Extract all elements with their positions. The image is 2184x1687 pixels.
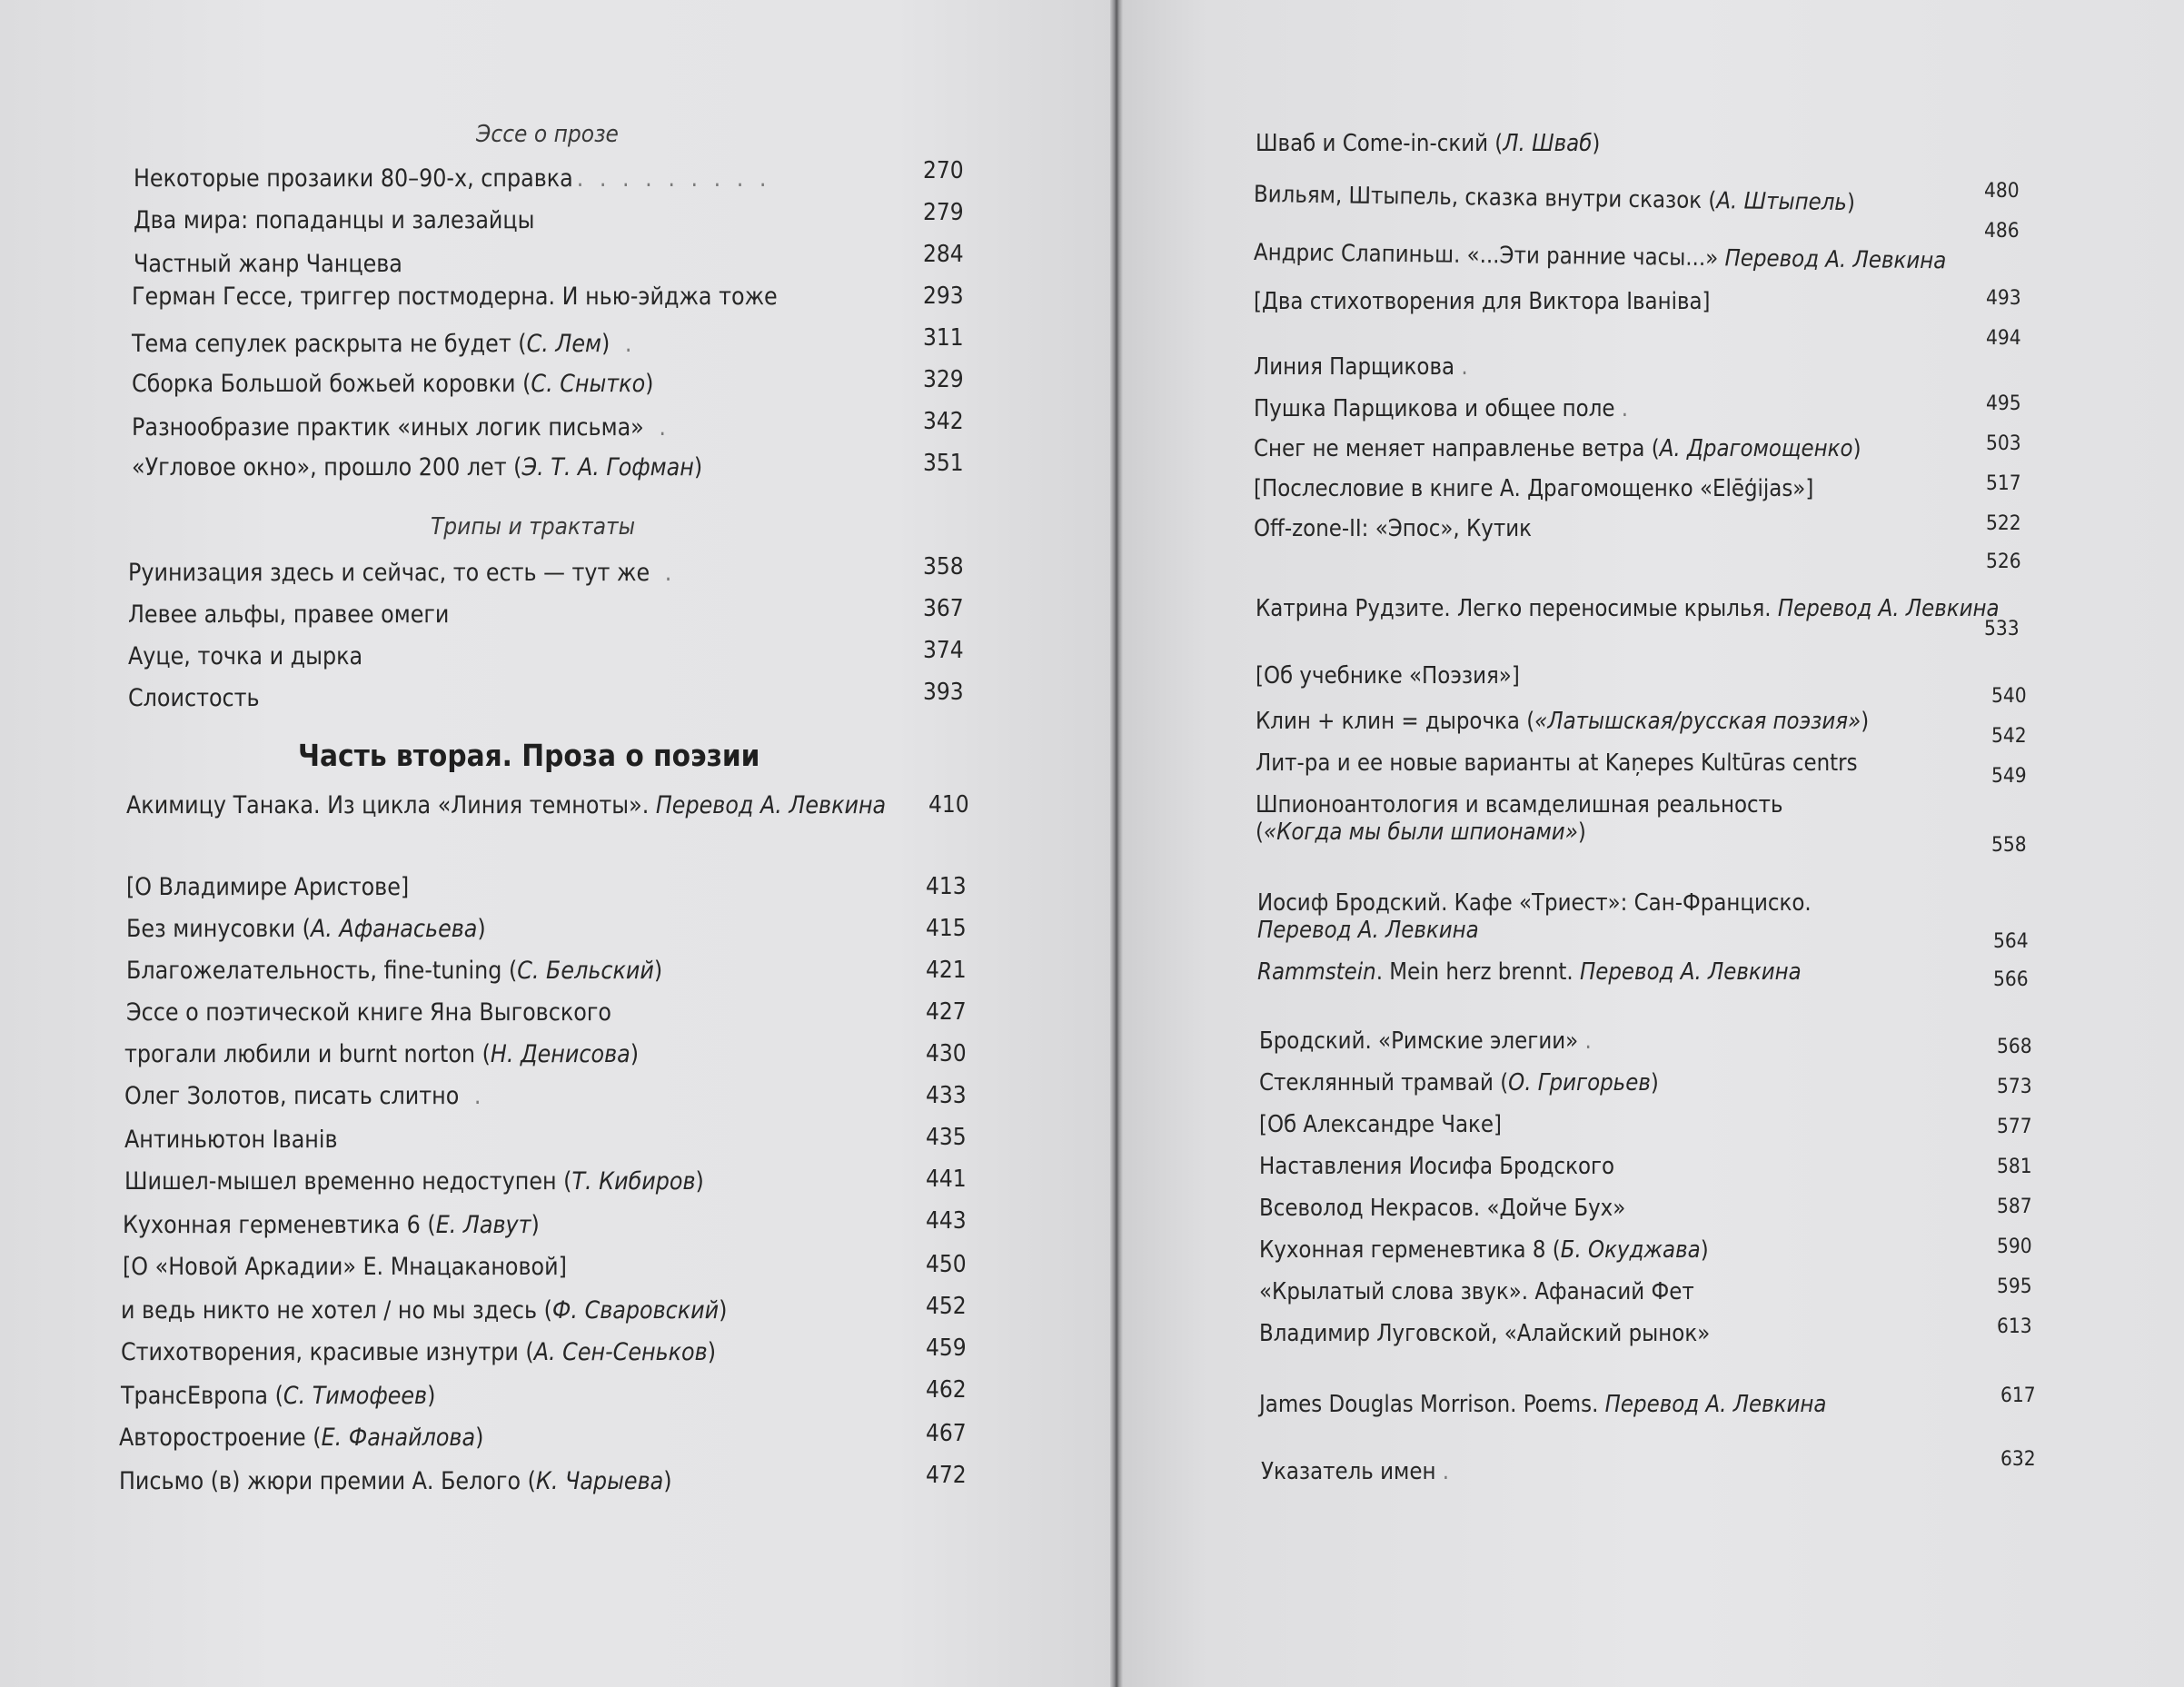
entry-title: Без минусовки ( [126, 915, 311, 943]
part-title: Часть вторая. Проза о поэзии [298, 738, 760, 773]
page-number: 279 [923, 199, 964, 226]
page-number: 435 [926, 1124, 967, 1151]
toc-entry[interactable]: «Угловое окно», прошло 200 лет (Э. Т. А. Гофман) [132, 453, 703, 481]
page-number: 522 [1986, 511, 2021, 535]
page-number: 329 [923, 366, 964, 393]
entry-title: [О Владимире Аристове] [126, 873, 410, 901]
page-number: 284 [923, 241, 964, 268]
toc-entry[interactable]: Лит-ра и ее новые варианты at Kaņepes Kultūras centrs [1256, 749, 1858, 777]
entry-title: Некоторые прозаики 80–90-х, справка [134, 164, 573, 193]
toc-entry[interactable] [128, 643, 362, 670]
page-number: 358 [923, 553, 964, 581]
toc-entry[interactable] [134, 207, 534, 233]
toc-entry[interactable]: Бродский. «Римские элегии» . [1259, 1027, 1592, 1055]
page-number: 472 [926, 1462, 967, 1489]
page-number: 517 [1986, 471, 2021, 495]
toc-entry[interactable]: Письмо (в) жюри премии А. Белого (К. Чарыева) [119, 1467, 672, 1495]
page-number: 587 [1997, 1195, 2032, 1218]
entry-title: Эссе о поэтической книге Яна Выговского [126, 998, 611, 1027]
page-number: 613 [1997, 1315, 2032, 1338]
toc-entry[interactable]: [Послесловие в книге А. Драгомощенко «Elēģijas»] [1254, 475, 1814, 502]
entry-title: Два мира: попаданцы и залезайцы [134, 206, 535, 234]
page-number: 493 [1986, 286, 2021, 310]
toc-entry[interactable]: трогали любили и burnt norton (Н. Денисова) [124, 1040, 640, 1068]
toc-entry[interactable]: Руинизация здесь и сейчас, то есть — тут же . [128, 559, 677, 587]
entry-author: А. Афанасьева [310, 915, 478, 943]
toc-entry[interactable]: Rammstein. Mein herz brennt. Перевод А. Левкина [1257, 958, 1802, 986]
toc-entry[interactable]: Тема сепулек раскрыта не будет (С. Лем) . [132, 330, 637, 358]
entry-title: Авторостроение ( [119, 1424, 322, 1452]
entry-author: Е. Лавут [435, 1211, 531, 1239]
page-number: 443 [926, 1207, 967, 1235]
page-number: 495 [1986, 392, 2021, 415]
toc-entry[interactable]: Кухонная герменевтика 6 (Е. Лавут) [123, 1211, 540, 1239]
page-number: 452 [926, 1293, 967, 1320]
entry-author: С. Бельский [517, 957, 654, 985]
entry-author: С. Лем [526, 330, 601, 358]
entry-title: ТрансЕвропа ( [121, 1382, 283, 1410]
entry-title: Олег Золотов, писать слитно [124, 1082, 460, 1110]
entry-title: Сборка Большой божьей коровки ( [132, 370, 531, 398]
entry-title: трогали любили и burnt norton ( [124, 1040, 491, 1068]
page-number: 427 [926, 998, 967, 1026]
page-number: 459 [926, 1335, 967, 1362]
entry-title: Стихотворения, красивые изнутри ( [121, 1338, 534, 1366]
page-number: 342 [923, 408, 964, 435]
toc-entry[interactable]: Снег не меняет направленье ветра (А. Драгомощенко) [1254, 435, 1861, 462]
entry-title: Акимицу Танака. Из цикла «Линия темноты». [126, 791, 656, 819]
page-number: 367 [923, 595, 964, 622]
toc-entry[interactable] [132, 283, 778, 310]
toc-entry[interactable]: Шваб и Come-in-ский (Л. Шваб) [1256, 130, 1601, 157]
entry-author: Т. Кибиров [571, 1167, 696, 1196]
toc-entry[interactable]: Без минусовки (А. Афанасьева) [126, 915, 486, 943]
toc-entry[interactable]: [Об Александре Чаке] [1259, 1111, 1502, 1138]
entry-author: С. Снытко [531, 370, 646, 398]
entry-author: Э. Т. А. Гофман [521, 453, 694, 481]
page-number: 450 [926, 1251, 967, 1278]
entry-title: Левее альфы, правее омеги [128, 600, 450, 629]
toc-entry[interactable]: Всеволод Некрасов. «Дойче Бух» [1259, 1195, 1626, 1222]
page-number: 564 [1993, 929, 2029, 953]
page-number: 558 [1991, 833, 2027, 857]
entry-title: Слоистость [128, 684, 260, 712]
entry-title: Руинизация здесь и сейчас, то есть — тут же [128, 559, 650, 587]
toc-entry[interactable]: ТрансЕвропа (С. Тимофеев) [121, 1382, 436, 1410]
page-number: 526 [1986, 550, 2021, 573]
page-number: 415 [926, 915, 967, 942]
entry-title: Кухонная герменевтика 6 ( [123, 1211, 436, 1239]
toc-entry[interactable]: Стихотворения, красивые изнутри (А. Сен-Сеньков) [121, 1338, 717, 1366]
toc-entry-continued[interactable]: Перевод А. Левкина [1257, 917, 1479, 944]
toc-entry[interactable]: [Два стихотворения для Виктора Іваніва] [1254, 288, 1711, 315]
toc-entry[interactable]: Сборка Большой божьей коровки (С. Снытко) [132, 370, 654, 398]
entry-title: Частный жанр Чанцева [134, 250, 402, 278]
page-number: 577 [1997, 1115, 2032, 1138]
page-number: 351 [923, 450, 964, 477]
entry-author: Е. Фанайлова [321, 1424, 476, 1452]
entry-author: А. Сен-Сеньков [533, 1338, 708, 1366]
toc-entry[interactable]: Олег Золотов, писать слитно . [124, 1082, 486, 1110]
section-heading-trips: Трипы и трактаты [431, 513, 636, 541]
toc-entry[interactable] [126, 792, 886, 819]
toc-entry[interactable]: Стеклянный трамвай (О. Григорьев) [1259, 1069, 1659, 1097]
entry-title: Герман Гессе, триггер постмодерна. И нью-эйджа тоже [132, 283, 778, 311]
page-number: 568 [1997, 1035, 2032, 1058]
entry-title: и ведь никто не хотел / но мы здесь ( [121, 1296, 552, 1325]
toc-entry[interactable]: Авторостроение (Е. Фанайлова) [119, 1424, 484, 1452]
page-number: 441 [926, 1166, 967, 1193]
page-number: 542 [1991, 724, 2027, 748]
entry-title: Тема сепулек раскрыта не будет ( [132, 330, 527, 358]
toc-entry[interactable]: Наставления Иосифа Бродского [1259, 1153, 1615, 1180]
entry-title: Письмо (в) жюри премии А. Белого ( [119, 1467, 536, 1495]
entry-author: Н. Денисова [490, 1040, 630, 1068]
entry-title: Шишел-мышел временно недоступен ( [124, 1167, 572, 1196]
page-number: 480 [1984, 179, 2020, 203]
page-number: 421 [926, 957, 967, 984]
toc-entry[interactable]: Благожелательность, fine-tuning (С. Бельский) [126, 957, 663, 985]
toc-entry-continued[interactable]: («Когда мы были шпионами») [1256, 819, 1586, 846]
page-number: 590 [1997, 1235, 2032, 1258]
page-number: 595 [1997, 1275, 2032, 1298]
toc-entry[interactable]: Клин + клин = дырочка («Латышская/русская поэзия») [1256, 708, 1870, 735]
toc-entry[interactable] [128, 601, 449, 628]
toc-entry[interactable] [126, 874, 409, 900]
page-number: 549 [1991, 764, 2027, 788]
toc-entry[interactable]: Вильям, Штыпель, сказка внутри сказок (А. Штыпель) [1253, 181, 1856, 217]
page-number: 413 [926, 873, 967, 900]
toc-entry[interactable]: Иосиф Бродский. Кафе «Триест»: Сан-Франциско. [1257, 889, 1812, 917]
entry-author: К. Чарыева [535, 1467, 664, 1495]
toc-entry[interactable]: и ведь никто не хотел / но мы здесь (Ф. Сваровский) [121, 1296, 728, 1325]
toc-entry[interactable] [126, 999, 611, 1026]
toc-entry[interactable] [123, 1254, 567, 1280]
page-number: 573 [1997, 1075, 2032, 1098]
toc-entry[interactable]: «Крылатый слова звук». Афанасий Фет [1259, 1278, 1694, 1305]
toc-entry[interactable] [134, 251, 402, 277]
page-number: 393 [923, 679, 964, 706]
toc-entry[interactable]: Андрис Слапиньш. «...Эти ранние часы...» Перевод А. Левкина [1253, 239, 1947, 275]
toc-entry[interactable] [128, 685, 260, 711]
page-number: 293 [923, 283, 964, 310]
page-number: 581 [1997, 1155, 2032, 1178]
toc-entry[interactable]: Линия Парщикова . [1254, 353, 1468, 381]
entry-title: Благожелательность, fine-tuning ( [126, 957, 518, 985]
toc-entry[interactable]: Off-zone-II: «Эпос», Кутик [1254, 515, 1532, 542]
page-number: 632 [2000, 1447, 2036, 1471]
right-page [1123, 0, 2184, 1687]
toc-entry[interactable]: Разнообразие практик «иных логик письма» . [132, 413, 670, 442]
toc-entry[interactable]: James Douglas Morrison. Poems. Перевод А. Левкина [1259, 1391, 1827, 1418]
toc-entry[interactable]: Кухонная герменевтика 8 (Б. Окуджава) [1259, 1236, 1709, 1264]
entry-title: [О «Новой Аркадии» Е. Мнацакановой] [123, 1253, 567, 1281]
entry-title: Антиньютон Іванів [124, 1126, 338, 1154]
section-heading-essays-prose: Эссе о прозе [476, 121, 619, 148]
entry-author: Ф. Сваровский [551, 1296, 720, 1325]
page-number: 270 [923, 157, 964, 184]
toc-entry[interactable]: [Об учебнике «Поэзия»] [1256, 662, 1520, 690]
page-number: 410 [928, 791, 969, 819]
page-number: 430 [926, 1040, 967, 1067]
page-number: 533 [1984, 617, 2020, 640]
page-number: 462 [926, 1376, 967, 1404]
toc-entry[interactable]: Катрина Рудзите. Легко переносимые крылья. Перевод А. Левкина [1256, 595, 2000, 622]
page-number: 540 [1991, 684, 2027, 708]
page-number: 494 [1986, 326, 2021, 350]
toc-entry[interactable] [124, 1126, 338, 1153]
entry-title: Разнообразие практик «иных логик письма» [132, 413, 644, 442]
page-number: 433 [926, 1082, 967, 1109]
entry-translator: Перевод А. Левкина [655, 791, 887, 819]
page-number: 503 [1986, 432, 2021, 455]
book-spine [1110, 0, 1123, 1687]
entry-title: Ауце, точка и дырка [128, 642, 363, 670]
toc-entry[interactable]: Пушка Парщикова и общее поле . [1254, 395, 1629, 422]
page-number: 617 [2000, 1384, 2036, 1407]
page-number: 566 [1993, 968, 2029, 991]
toc-entry[interactable]: Указатель имен . [1261, 1458, 1450, 1485]
entry-title: «Угловое окно», прошло 200 лет ( [132, 453, 522, 481]
toc-entry[interactable]: Шишел-мышел временно недоступен (Т. Кибиров) [124, 1167, 704, 1196]
page-number: 374 [923, 637, 964, 664]
page-number: 486 [1984, 219, 2020, 243]
page-number: 311 [923, 324, 964, 352]
toc-entry[interactable]: Некоторые прозаики 80–90-х, справка . . . . . . . . . [134, 164, 771, 193]
toc-entry[interactable]: Шпионоантология и всамделишная реальность [1256, 791, 1783, 819]
entry-author: С. Тимофеев [283, 1382, 428, 1410]
toc-entry[interactable]: Владимир Луговской, «Алайский рынок» [1259, 1320, 1711, 1347]
page-number: 467 [926, 1420, 967, 1447]
